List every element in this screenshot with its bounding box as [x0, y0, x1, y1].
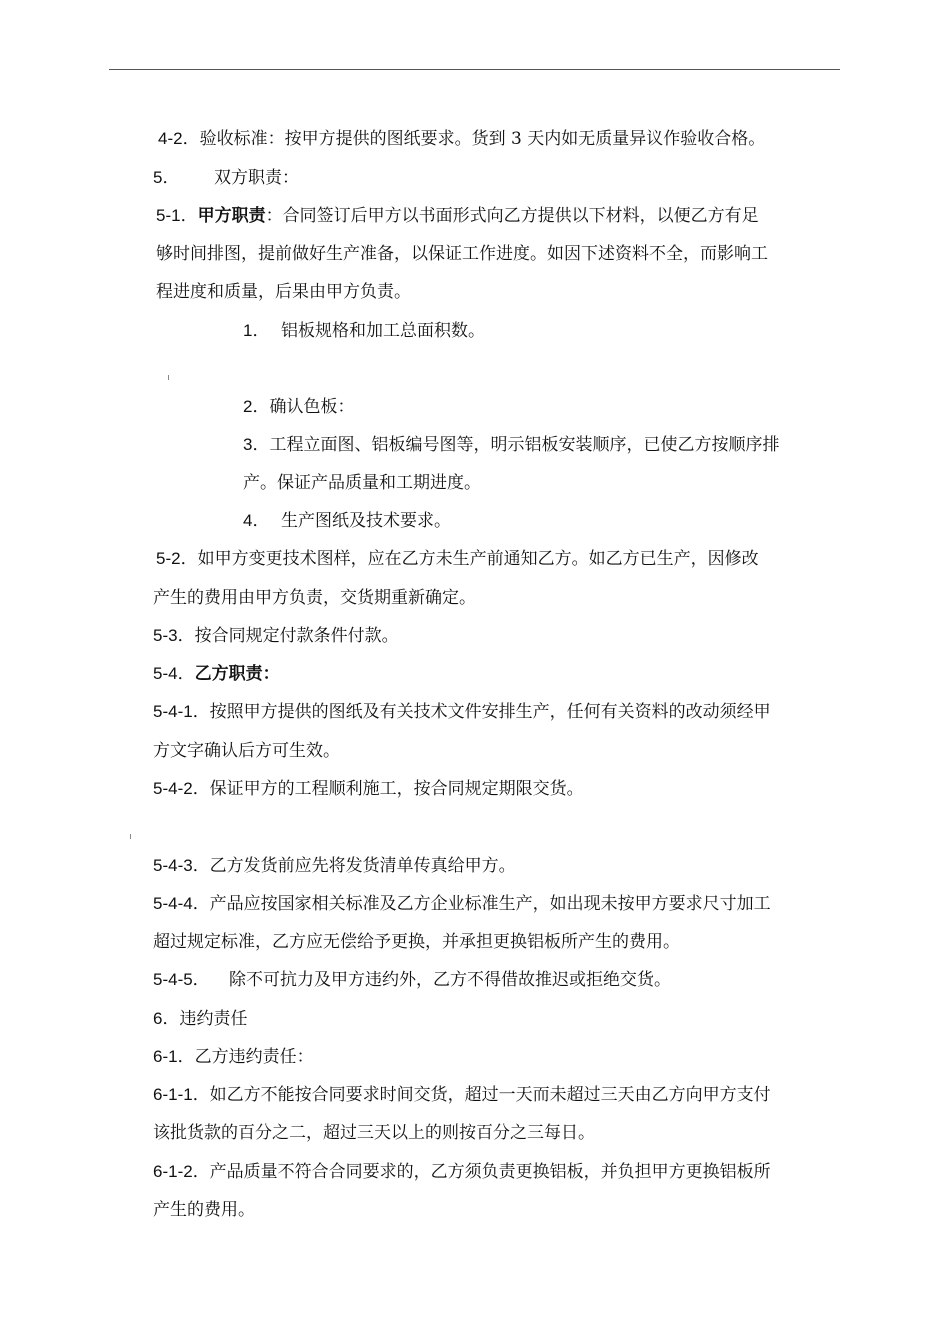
clause-separator: ． — [177, 664, 195, 684]
clause-5-1-line-2 — [156, 243, 768, 265]
clause-number: 6-1-1 — [153, 1085, 193, 1104]
section-title: ．违约责任 — [162, 1009, 248, 1029]
list-text: ．确认色板： — [252, 397, 355, 417]
stray-mark — [168, 375, 169, 380]
header-rule — [109, 69, 840, 70]
clause-5-4-5 — [153, 969, 671, 991]
clause-text: ．按照甲方提供的图纸及有关技术文件安排生产，任何有关资料的改动须经甲 — [192, 702, 771, 722]
clause-text: 产生的费用。 — [153, 1200, 255, 1220]
clause-text: 除不可抗力及甲方违约外，乙方不得借故推迟或拒绝交货。 — [229, 970, 671, 990]
clause-text: ．如乙方不能按合同要求时间交货，超过一天而未超过三天由乙方向甲方支付 — [192, 1085, 771, 1105]
clause-5-4-3 — [153, 855, 516, 877]
clause-text: ．乙方发货前应先将发货清单传真给甲方。 — [192, 856, 516, 876]
clause-6-1 — [153, 1046, 314, 1068]
list-item-4 — [243, 510, 451, 532]
clause-5-1-line-3 — [156, 281, 411, 303]
clause-number: 6-1-2 — [153, 1162, 193, 1181]
clause-5-3 — [153, 625, 399, 647]
clause-text: ．验收标准：按甲方提供的图纸要求。货到 3 天内如无质量异议作验收合格。 — [182, 129, 766, 149]
clause-5-2-line-2 — [153, 587, 476, 609]
stray-mark — [130, 834, 131, 839]
list-number: 3 — [243, 435, 253, 454]
clause-5-4-1-line-2 — [153, 740, 340, 762]
clause-6-1-2-line-1 — [153, 1161, 771, 1183]
clause-bold-heading: 乙方职责： — [194, 664, 280, 684]
list-item-3-continued — [243, 472, 481, 494]
list-text: 铝板规格和加工总面积数。 — [281, 321, 485, 341]
clause-number: 4-2 — [158, 129, 183, 148]
clause-separator: ． — [180, 206, 198, 226]
clause-number: 5-1 — [156, 206, 181, 225]
clause-text: ．乙方违约责任： — [177, 1047, 314, 1067]
list-item-3 — [243, 434, 779, 456]
clause-text: ．如甲方变更技术图样，应在乙方未生产前通知乙方。如乙方已生产，因修改 — [180, 549, 759, 569]
clause-text: ：合同签订后甲方以书面形式向乙方提供以下材料，以便乙方有足 — [265, 206, 759, 226]
section-title: 双方职责： — [214, 168, 299, 188]
clause-6-1-1-line-1 — [153, 1084, 771, 1106]
clause-text: 产生的费用由甲方负责，交货期重新确定。 — [153, 588, 476, 608]
clause-text: 够时间排图，提前做好生产准备，以保证工作进度。如因下述资料不全，而影响工 — [156, 244, 768, 264]
clause-text: 超过规定标准，乙方应无偿给予更换，并承担更换铝板所产生的费用。 — [153, 932, 680, 952]
section-5-heading — [153, 167, 299, 189]
section-number: 6 — [153, 1009, 163, 1028]
list-number: 4． — [243, 511, 270, 530]
clause-6-1-2-line-2 — [153, 1199, 255, 1221]
section-number: 5． — [153, 168, 180, 187]
clause-number: 5-4-2 — [153, 779, 193, 798]
clause-5-1-line-1 — [156, 205, 759, 227]
clause-6-1-1-line-2 — [153, 1122, 595, 1144]
list-number: 1． — [243, 321, 270, 340]
clause-text: ．产品应按国家相关标准及乙方企业标准生产，如出现未按甲方要求尺寸加工 — [192, 894, 771, 914]
list-text: 生产图纸及技术要求。 — [281, 511, 451, 531]
clause-number: 5-4-5． — [153, 970, 210, 989]
clause-number: 5-4-3 — [153, 856, 193, 875]
clause-number: 5-3 — [153, 626, 178, 645]
clause-text: ．按合同规定付款条件付款。 — [177, 626, 399, 646]
section-6-heading — [153, 1008, 247, 1030]
list-item-1 — [243, 320, 485, 342]
clause-5-4 — [153, 663, 280, 685]
clause-text: ．保证甲方的工程顺利施工，按合同规定期限交货。 — [192, 779, 584, 799]
clause-5-4-1-line-1 — [153, 701, 771, 723]
clause-number: 5-4-1 — [153, 702, 193, 721]
clause-text: ．产品质量不符合合同要求的，乙方须负责更换铝板，并负担甲方更换铝板所 — [192, 1162, 771, 1182]
clause-5-4-2 — [153, 778, 584, 800]
clause-number: 6-1 — [153, 1047, 178, 1066]
clause-text: 程进度和质量，后果由甲方负责。 — [156, 282, 411, 302]
clause-bold-heading: 甲方职责 — [197, 206, 266, 226]
clause-number: 5-4 — [153, 664, 178, 683]
clause-4-2 — [158, 128, 765, 150]
list-item-2 — [243, 396, 354, 418]
clause-number: 5-4-4 — [153, 894, 193, 913]
clause-5-2-line-1 — [156, 548, 759, 570]
clause-number: 5-2 — [156, 549, 181, 568]
clause-text: 方文字确认后方可生效。 — [153, 741, 340, 761]
clause-5-4-4-line-2 — [153, 931, 680, 953]
clause-5-4-4-line-1 — [153, 893, 771, 915]
clause-text: 该批货款的百分之二，超过三天以上的则按百分之三每日。 — [153, 1123, 595, 1143]
list-text: 产。保证产品质量和工期进度。 — [243, 473, 481, 493]
list-number: 2 — [243, 397, 253, 416]
list-text: ．工程立面图、铝板编号图等，明示铝板安装顺序，已使乙方按顺序排 — [252, 435, 780, 455]
